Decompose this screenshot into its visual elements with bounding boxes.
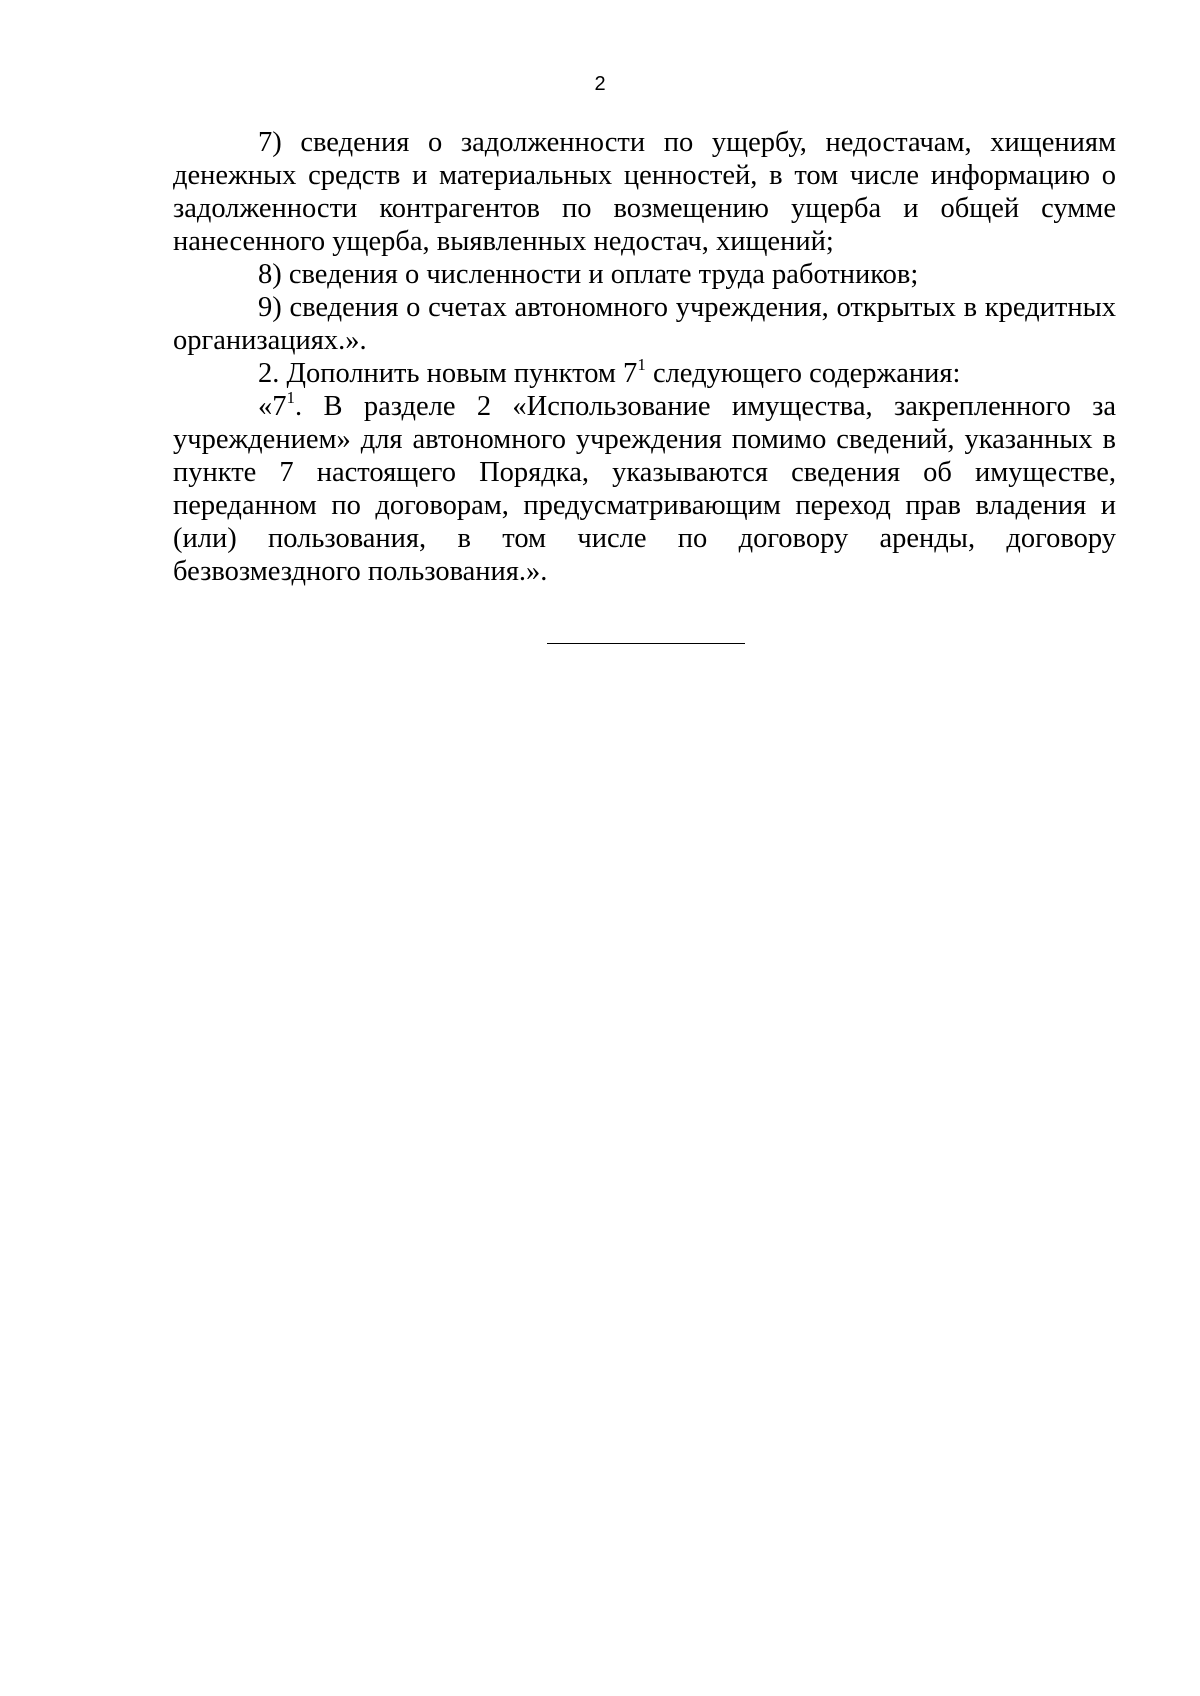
amendment-intro-text: 2. Дополнить новым пунктом 7: [258, 358, 638, 389]
end-of-text-rule: [547, 643, 745, 644]
list-item-9: 9) сведения о счетах автономного учреждения, открытых в кредитных организациях.».: [173, 292, 1116, 356]
amendment-intro-tail: следующего содержания:: [645, 358, 961, 389]
superscript-marker: 1: [637, 355, 646, 374]
document-body: [173, 126, 1116, 588]
page-number: 2: [594, 73, 606, 95]
list-item-8: 8) сведения о численности и оплате труда работников;: [258, 259, 919, 290]
superscript-marker: 1: [286, 388, 295, 407]
list-item-7: 7) сведения о задолженности по ущербу, недостачам, хищениям денежных средств и материальных ценностей, в том числе информацию о задолженности контрагентов по возмещению ущерба и общей сумме нанесенного ущерба, выявленных недостач, хищений;: [173, 127, 1116, 257]
new-point-text: . В разделе 2 «Использование имущества, закрепленного за учреждением» для автономного учреждения помимо сведений, указанных в пункте 7 настоящего Порядка, указываются сведения об имуществе, переданном по договорам, предусматривающим переход прав владения и (или) пользования, в том числе по договору аренды, договору безвозмездного пользования.».: [173, 391, 1116, 587]
new-point-open: «7: [258, 391, 287, 422]
amendment-intro: [173, 357, 1116, 390]
new-point-7-1: [173, 390, 1116, 588]
